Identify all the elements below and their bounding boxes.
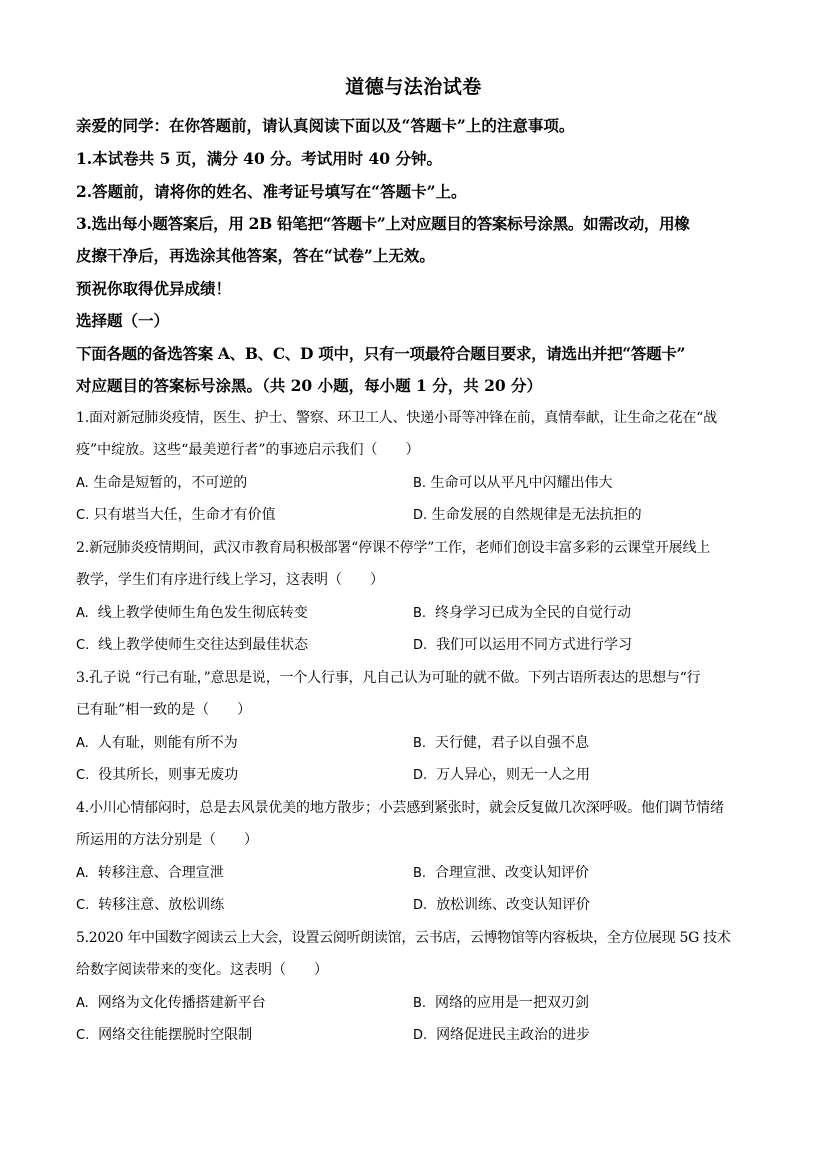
option-text: 网络交往能摆脱时空限制 — [98, 1027, 253, 1043]
option-text: 终身学习已成为全民的自觉行动 — [434, 605, 631, 621]
option-c[interactable] — [76, 894, 224, 914]
option-text: 天行健，君子以自强不息 — [434, 735, 589, 751]
option-letter: D. — [413, 638, 428, 653]
option-letter: D. — [413, 898, 428, 913]
option-letter: D. — [413, 768, 428, 783]
option-text: 网络促进民主政治的进步 — [436, 1027, 591, 1043]
option-letter: A. — [76, 866, 89, 881]
option-letter: B. — [413, 736, 427, 751]
question-stem-line-2: 教学，学生们有序进行线上学习，这表明（ ） — [76, 572, 384, 588]
question-stem-line-2: 所运用的方法分别是（ ） — [76, 832, 258, 848]
option-d[interactable] — [413, 504, 642, 524]
option-text: 生命发展的自然规律是无法抗拒的 — [431, 507, 642, 523]
option-c[interactable] — [76, 634, 308, 654]
option-c[interactable] — [76, 764, 238, 784]
option-letter: C. — [76, 1028, 90, 1043]
question-stem-line-1: 4.小川心情郁闷时，总是去风景优美的地方散步；小芸感到紧张时，就会反复做几次深呼吸。他们调节情绪 — [76, 800, 724, 816]
option-letter: A. — [76, 606, 89, 621]
option-text: 转移注意、合理宣泄 — [97, 865, 224, 881]
option-letter: A. — [76, 996, 89, 1011]
notice-item-1: 1.本试卷共 5 页，满分 40 分。考试用时 40 分钟。 — [76, 149, 442, 168]
option-text: 只有堪当大任，生命才有价值 — [93, 507, 276, 523]
option-text: 生命是短暂的，不可逆的 — [93, 475, 248, 491]
option-text: 线上教学使师生角色发生彻底转变 — [97, 605, 308, 621]
question-stem-line-2: 给数字阅读带来的变化。这表明（ ） — [76, 962, 328, 978]
option-d[interactable] — [413, 764, 590, 784]
option-letter: C. — [76, 638, 90, 653]
option-b[interactable] — [413, 992, 589, 1012]
notice-item-3-line-1: 3.选出每小题答案后，用 2B 铅笔把“答题卡”上对应题目的答案标号涂黑。如需改动，用橡 — [76, 214, 690, 233]
option-text: 网络为文化传播搭建新平台 — [97, 995, 266, 1011]
option-d[interactable] — [413, 1024, 590, 1044]
option-text: 放松训练、改变认知评价 — [436, 897, 591, 913]
option-d[interactable] — [413, 634, 632, 654]
option-letter: B. — [413, 866, 427, 881]
question-stem-line-2: 已有耻”相一致的是（ ） — [76, 702, 252, 718]
question-stem-line-1: 3.孔子说 “行己有耻，”意思是说，一个人行事，凡自己认为可耻的就不做。下列古语所表达的思想与“行 — [76, 670, 701, 686]
option-letter: B. — [413, 606, 427, 621]
section-instruction-line-1: 下面各题的备选答案 A、B、C、D 项中，只有一项最符合题目要求，请选出并把“答题卡” — [76, 344, 686, 363]
option-text: 生命可以从平凡中闪耀出伟大 — [430, 475, 613, 491]
notice-item-3-line-2: 皮擦干净后，再选涂其他答案，答在“试卷”上无效。 — [76, 246, 435, 265]
notice-wish: 预祝你取得优异成绩！ — [76, 279, 232, 298]
page-title: 道德与法治试卷 — [345, 76, 482, 98]
notice-intro: 亲爱的同学：在你答题前，请认真阅读下面以及“答题卡”上的注意事项。 — [76, 116, 575, 135]
option-a[interactable] — [76, 472, 247, 492]
question-stem-line-2: 疫”中绽放。这些“最美逆行者”的事迹启示我们（ ） — [76, 442, 420, 458]
option-b[interactable] — [413, 862, 589, 882]
section-instruction-line-2: 对应题目的答案标号涂黑。（共 20 小题，每小题 1 分，共 20 分） — [76, 376, 543, 395]
option-b[interactable] — [413, 732, 589, 752]
question-stem-line-1: 5.2020 年中国数字阅读云上大会，设置云阅听朗读馆，云书店，云博物馆等内容板块，全方位展现 5G 技术 — [76, 930, 731, 946]
option-a[interactable] — [76, 862, 224, 882]
option-text: 网络的应用是一把双刃剑 — [434, 995, 589, 1011]
option-letter: A. — [76, 476, 89, 491]
option-c[interactable] — [76, 1024, 252, 1044]
option-text: 线上教学使师生交往达到最佳状态 — [98, 637, 309, 653]
option-text: 我们可以运用不同方式进行学习 — [436, 637, 633, 653]
option-a[interactable] — [76, 732, 238, 752]
notice-item-2: 2.答题前，请将你的姓名、准考证号填写在“答题卡”上。 — [76, 182, 467, 201]
option-letter: D. — [413, 508, 428, 523]
option-b[interactable] — [413, 472, 613, 492]
option-b[interactable] — [413, 602, 631, 622]
option-letter: B. — [413, 996, 427, 1011]
question-stem-line-1: 2.新冠肺炎疫情期间，武汉市教育局积极部署“停课不停学”工作，老师们创设丰富多彩的云课堂开展线上 — [76, 540, 711, 556]
question-stem-line-1: 1.面对新冠肺炎疫情，医生、护士、警察、环卫工人、快递小哥等冲锋在前，真情奉献，让生命之花在“战 — [76, 410, 717, 426]
option-c[interactable] — [76, 504, 276, 524]
option-text: 役其所长，则事无废功 — [98, 767, 239, 783]
option-letter: C. — [76, 768, 90, 783]
option-text: 人有耻，则能有所不为 — [97, 735, 238, 751]
option-a[interactable] — [76, 602, 308, 622]
option-letter: B. — [413, 476, 427, 491]
option-text: 万人异心，则无一人之用 — [436, 767, 591, 783]
option-text: 转移注意、放松训练 — [98, 897, 225, 913]
option-letter: A. — [76, 736, 89, 751]
option-text: 合理宣泄、改变认知评价 — [434, 865, 589, 881]
option-letter: C. — [76, 898, 90, 913]
option-d[interactable] — [413, 894, 590, 914]
option-letter: C. — [76, 508, 90, 523]
option-letter: D. — [413, 1028, 428, 1043]
section-heading: 选择题（一） — [76, 311, 170, 330]
option-a[interactable] — [76, 992, 266, 1012]
